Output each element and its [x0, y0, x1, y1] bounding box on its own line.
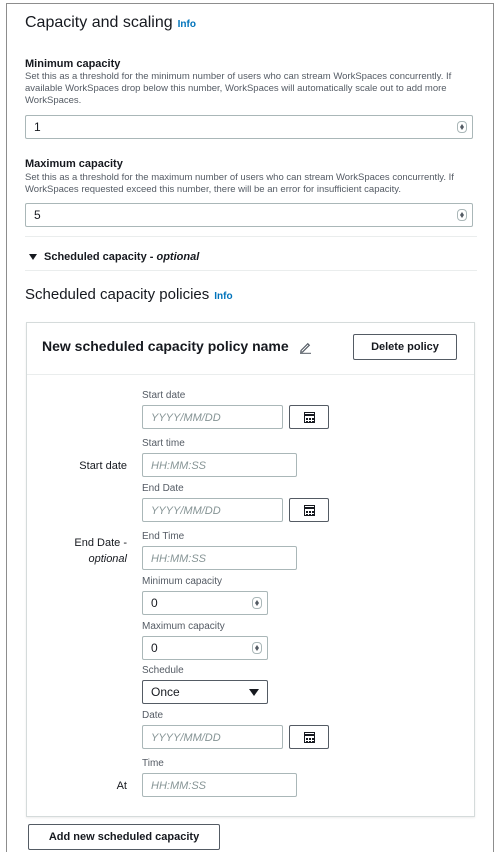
policy-min-capacity-input[interactable] — [142, 591, 268, 615]
date-calendar-button[interactable] — [289, 725, 329, 749]
policies-heading — [25, 286, 233, 303]
divider — [25, 270, 477, 271]
schedule-select[interactable] — [142, 680, 268, 704]
policy-min-capacity-label: Minimum capacity — [142, 576, 223, 587]
policy-min-capacity-value: 0 — [151, 596, 158, 610]
end-date-row-optional: optional — [88, 553, 127, 565]
capacity-heading-text: Capacity and scaling — [25, 14, 173, 31]
schedule-label: Schedule — [142, 665, 184, 676]
policy-name-text: New scheduled capacity policy name — [42, 338, 289, 354]
start-date-row-label: Start date — [79, 460, 127, 472]
start-time-input[interactable] — [142, 453, 297, 477]
start-time-label: Start time — [142, 438, 185, 449]
policy-card-header — [27, 323, 474, 375]
end-time-input[interactable] — [142, 546, 297, 570]
stepper-icon[interactable] — [457, 121, 467, 133]
min-capacity-input[interactable] — [25, 115, 473, 139]
at-row-label: At — [116, 780, 127, 792]
end-time-placeholder: HH:MM:SS — [151, 553, 206, 565]
stepper-icon[interactable] — [252, 597, 262, 609]
end-date-label: End Date — [142, 483, 184, 494]
policy-max-capacity-input[interactable] — [142, 636, 268, 660]
start-time-placeholder: HH:MM:SS — [151, 460, 206, 472]
min-capacity-label: Minimum capacity — [25, 58, 121, 70]
policy-max-capacity-value: 0 — [151, 641, 158, 655]
date-placeholder: YYYY/MM/DD — [151, 732, 221, 744]
policies-info-link[interactable]: Info — [214, 291, 233, 302]
min-capacity-value: 1 — [34, 120, 41, 134]
end-date-input[interactable] — [142, 498, 283, 522]
max-capacity-label: Maximum capacity — [25, 158, 123, 170]
scheduled-capacity-label: Scheduled capacity - — [44, 251, 157, 263]
calendar-icon — [304, 412, 315, 423]
start-date-label: Start date — [142, 390, 186, 401]
start-date-calendar-button[interactable] — [289, 405, 329, 429]
policy-card — [26, 322, 475, 817]
add-scheduled-capacity-button[interactable]: Add new scheduled capacity — [28, 824, 220, 850]
scheduled-capacity-optional: optional — [156, 251, 200, 263]
min-capacity-description: Set this as a threshold for the minimum number of users who can stream WorkSpaces concurrently. If available WorkSpaces drop below this number, WorkSpaces will automatically scale out to add more WorkSpaces. — [25, 71, 452, 106]
date-input[interactable] — [142, 725, 283, 749]
stepper-icon[interactable] — [252, 642, 262, 654]
start-date-input[interactable] — [142, 405, 283, 429]
calendar-icon — [304, 505, 315, 516]
capacity-info-link[interactable]: Info — [177, 19, 196, 30]
start-date-placeholder: YYYY/MM/DD — [151, 412, 221, 424]
divider — [25, 236, 477, 237]
max-capacity-value: 5 — [34, 208, 41, 222]
scheduled-capacity-expander[interactable] — [29, 251, 199, 263]
time-placeholder: HH:MM:SS — [151, 780, 206, 792]
time-input[interactable] — [142, 773, 297, 797]
caret-down-icon — [249, 689, 259, 696]
delete-policy-button[interactable]: Delete policy — [353, 334, 457, 360]
end-date-row-label — [37, 535, 127, 567]
policy-max-capacity-label: Maximum capacity — [142, 621, 225, 632]
max-capacity-input[interactable] — [25, 203, 473, 227]
stepper-icon[interactable] — [457, 209, 467, 221]
policy-name — [42, 338, 312, 354]
schedule-value: Once — [151, 685, 180, 699]
end-date-calendar-button[interactable] — [289, 498, 329, 522]
date-label: Date — [142, 710, 164, 721]
time-label: Time — [142, 758, 164, 769]
caret-down-icon — [29, 254, 37, 260]
end-date-row-label-text: End Date - — [74, 537, 127, 549]
torn-edge — [0, 852, 501, 859]
end-date-placeholder: YYYY/MM/DD — [151, 505, 221, 517]
policies-heading-text: Scheduled capacity policies — [25, 286, 210, 303]
end-time-label: End Time — [142, 531, 185, 542]
capacity-heading — [25, 14, 196, 32]
pencil-icon[interactable] — [299, 341, 312, 354]
calendar-icon — [304, 732, 315, 743]
max-capacity-description: Set this as a threshold for the maximum number of users who can stream WorkSpaces concurrently. If WorkSpaces requested exceed this number, there will be an error for insufficient capacity. — [25, 172, 454, 195]
scaling-panel — [6, 3, 494, 855]
